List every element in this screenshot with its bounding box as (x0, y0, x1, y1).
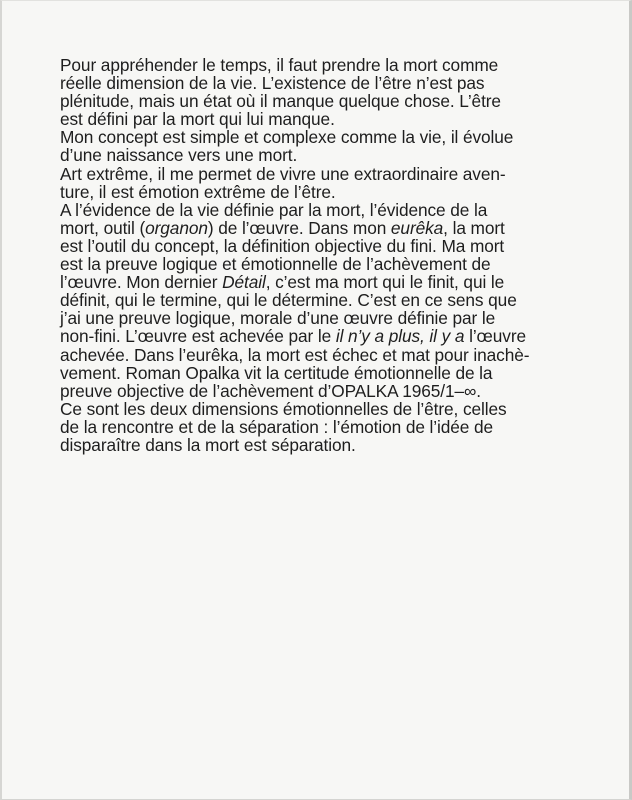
text-segment: non-fini. L’œuvre est achevée par le (60, 326, 336, 347)
text-line (60, 418, 600, 436)
text-segment: définit, qui le termine, qui le détermine. C’est en ce sens que (60, 290, 517, 311)
text-segment: réelle dimension de la vie. L’existence de l’être n’est pas (60, 73, 485, 94)
text-segment: eurêka (390, 217, 444, 238)
text-segment: , c’est ma mort qui le finit, qui le (265, 272, 505, 293)
text-segment: achevée. Dans l’eurêka, la mort est échec et mat pour inachè- (60, 344, 530, 365)
text-segment: ) de l’œuvre. Dans mon (207, 217, 391, 238)
text-segment: d’une naissance vers une mort. (60, 145, 298, 166)
text-segment: organon (145, 217, 208, 238)
text-segment: l’œuvre. Mon dernier (60, 272, 223, 293)
text-line (60, 291, 600, 309)
text-segment: est la preuve logique et émotionnelle de l’achèvement de (60, 254, 491, 275)
text-line (60, 436, 600, 454)
text-segment: ture, il est émotion extrême de l’être. (60, 181, 336, 202)
text-segment: mort, outil ( (60, 217, 146, 238)
text-line (60, 219, 600, 237)
text-segment: de la rencontre et de la séparation : l’émotion de l’idée de (60, 416, 494, 437)
text-segment: est défini par la mort qui lui manque. (60, 109, 335, 130)
text-line (60, 327, 600, 345)
text-line (60, 255, 600, 273)
text-line (60, 128, 600, 146)
text-line (60, 201, 600, 219)
text-segment: plénitude, mais un état où il manque quelque chose. L’être (60, 91, 501, 112)
text-line (60, 309, 600, 327)
text-segment: Art extrême, il me permet de vivre une extraordinaire aven- (60, 163, 506, 184)
text-line (60, 165, 600, 183)
text-segment: est l’outil du concept, la définition objective du fini. Ma mort (60, 235, 505, 256)
text-segment: A l’évidence de la vie définie par la mort, l’évidence de la (60, 199, 488, 220)
text-segment: l’œuvre (464, 326, 526, 347)
text-line (60, 74, 600, 92)
text-segment: preuve objective de l’achèvement d’OPALKA 1965/1–∞. (60, 380, 481, 401)
text-line (60, 110, 600, 128)
text-segment: Mon concept est simple et complexe comme la vie, il évolue (60, 127, 514, 148)
text-segment: Pour appréhender le temps, il faut prendre la mort comme (60, 55, 499, 75)
text-segment: disparaître dans la mort est séparation. (60, 434, 356, 455)
text-line (60, 92, 600, 110)
text-line (60, 364, 600, 382)
text-segment: vement. Roman Opalka vit la certitude émotionnelle de la (60, 362, 493, 383)
text-segment: j’ai une preuve logique, morale d’une œuvre définie par le (60, 308, 496, 329)
text-line (60, 183, 600, 201)
text-segment: Détail (222, 272, 266, 293)
text-line (60, 400, 600, 418)
text-line (60, 382, 600, 400)
text-segment: Ce sont les deux dimensions émotionnelles de l’être, celles (60, 398, 507, 419)
text-segment: , la mort (443, 217, 505, 238)
text-line (60, 273, 600, 291)
text-line (60, 346, 600, 364)
text-line (60, 146, 600, 164)
body-text (60, 56, 600, 454)
text-line (60, 237, 600, 255)
text-line (60, 56, 600, 74)
text-segment: il n’y a plus, il y a (335, 326, 465, 347)
